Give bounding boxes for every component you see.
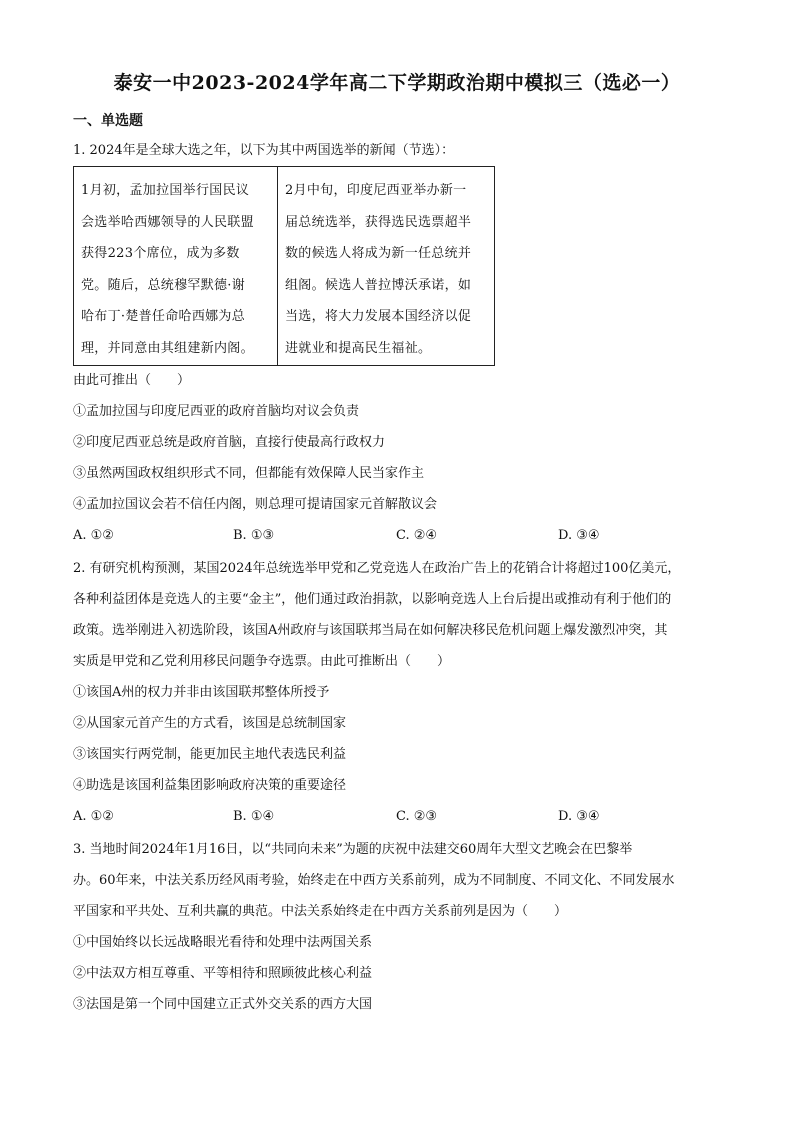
- question-2-stem: 2. 有研究机构预测，某国2024年总统选举甲党和乙党竞选人在政治广告上的花销合计将超过100亿美元，: [73, 561, 681, 576]
- question-3-stem: 平国家和平共处、互利共赢的典范。中法关系始终走在中西方关系前列是因为（ ）: [73, 904, 568, 919]
- statement: ③该国实行两党制，能更加民主地代表选民利益: [73, 747, 347, 762]
- question-1-stem: 1. 2024年是全球大选之年，以下为其中两国选举的新闻（节选）：: [73, 143, 455, 158]
- option-a[interactable]: A. ①②: [73, 809, 114, 824]
- statement: ③虽然两国政权组织形式不同，但都能有效保障人民当家作主: [73, 466, 425, 481]
- question-2-stem: 各种利益团体是竞选人的主要“金主”，他们通过政治捐款，以影响竞选人上台后提出或推动有利于他们的: [73, 592, 672, 607]
- news-line: 数的候选人将成为新一任总统并: [285, 246, 472, 262]
- option-c[interactable]: C. ②④: [396, 528, 438, 543]
- statement: ②中法双方相互尊重、平等相待和照顾彼此核心利益: [73, 966, 373, 981]
- news-line: 届总统选举，获得选民选票超半: [285, 214, 472, 230]
- news-line: 获得223个席位，成为多数: [81, 246, 240, 262]
- question-2-stem: 实质是甲党和乙党利用移民问题争夺选票。由此可推断出（ ）: [73, 654, 451, 669]
- statement: ②从国家元首产生的方式看，该国是总统制国家: [73, 716, 347, 731]
- news-line: 当选，将大力发展本国经济以促: [285, 309, 472, 325]
- statement: ①该国A州的权力并非由该国联邦整体所授予: [73, 685, 330, 700]
- option-b[interactable]: B. ①④: [233, 809, 275, 824]
- option-c[interactable]: C. ②③: [396, 809, 438, 824]
- news-line: 进就业和提高民生福祉。: [285, 340, 432, 356]
- option-a[interactable]: A. ①②: [73, 528, 114, 543]
- news-table: [73, 166, 495, 366]
- question-3-stem: 3. 当地时间2024年1月16日，以“共同向未来”为题的庆祝中法建交60周年大型文艺晚会在巴黎举: [73, 842, 633, 857]
- option-d[interactable]: D. ③④: [558, 528, 600, 543]
- question-1-prompt: 由此可推出（ ）: [73, 373, 191, 388]
- statement: ①孟加拉国与印度尼西亚的政府首脑均对议会负责: [73, 404, 360, 419]
- news-line: 组阁。候选人普拉博沃承诺，如: [285, 277, 472, 293]
- news-line: 2月中旬，印度尼西亚举办新一: [285, 183, 467, 198]
- section-heading: 一、单选题: [73, 113, 143, 129]
- statement: ①中国始终以长远战略眼光看待和处理中法两国关系: [73, 935, 373, 950]
- news-line: 1月初，孟加拉国举行国民议: [81, 183, 250, 198]
- statement: ②印度尼西亚总统是政府首脑，直接行使最高行政权力: [73, 435, 386, 450]
- option-b[interactable]: B. ①③: [233, 528, 275, 543]
- news-line: 党。随后，总统穆罕默德·谢: [81, 277, 246, 293]
- news-line: 会选举哈西娜领导的人民联盟: [81, 214, 254, 230]
- news-line: 理，并同意由其组建新内阁。: [81, 340, 254, 356]
- option-d[interactable]: D. ③④: [558, 809, 600, 824]
- page-title: 泰安一中2023-2024学年高二下学期政治期中模拟三（选必一）: [113, 72, 681, 94]
- news-cell-indonesia: [278, 167, 495, 366]
- news-line: 哈布丁·楚普任命哈西娜为总: [81, 309, 246, 325]
- statement: ③法国是第一个同中国建立正式外交关系的西方大国: [73, 997, 373, 1012]
- statement: ④孟加拉国议会若不信任内阁，则总理可提请国家元首解散议会: [73, 497, 438, 512]
- question-3-stem: 办。60年来，中法关系历经风雨考验，始终走在中西方关系前列，成为不同制度、不同文化、不同发展水: [73, 873, 675, 888]
- statement: ④助选是该国利益集团影响政府决策的重要途径: [73, 778, 347, 793]
- question-2-stem: 政策。选举刚进入初选阶段，该国A州政府与该国联邦当局在如何解决移民危机问题上爆发激烈冲突，其: [73, 623, 668, 638]
- news-cell-bangladesh: [74, 167, 278, 366]
